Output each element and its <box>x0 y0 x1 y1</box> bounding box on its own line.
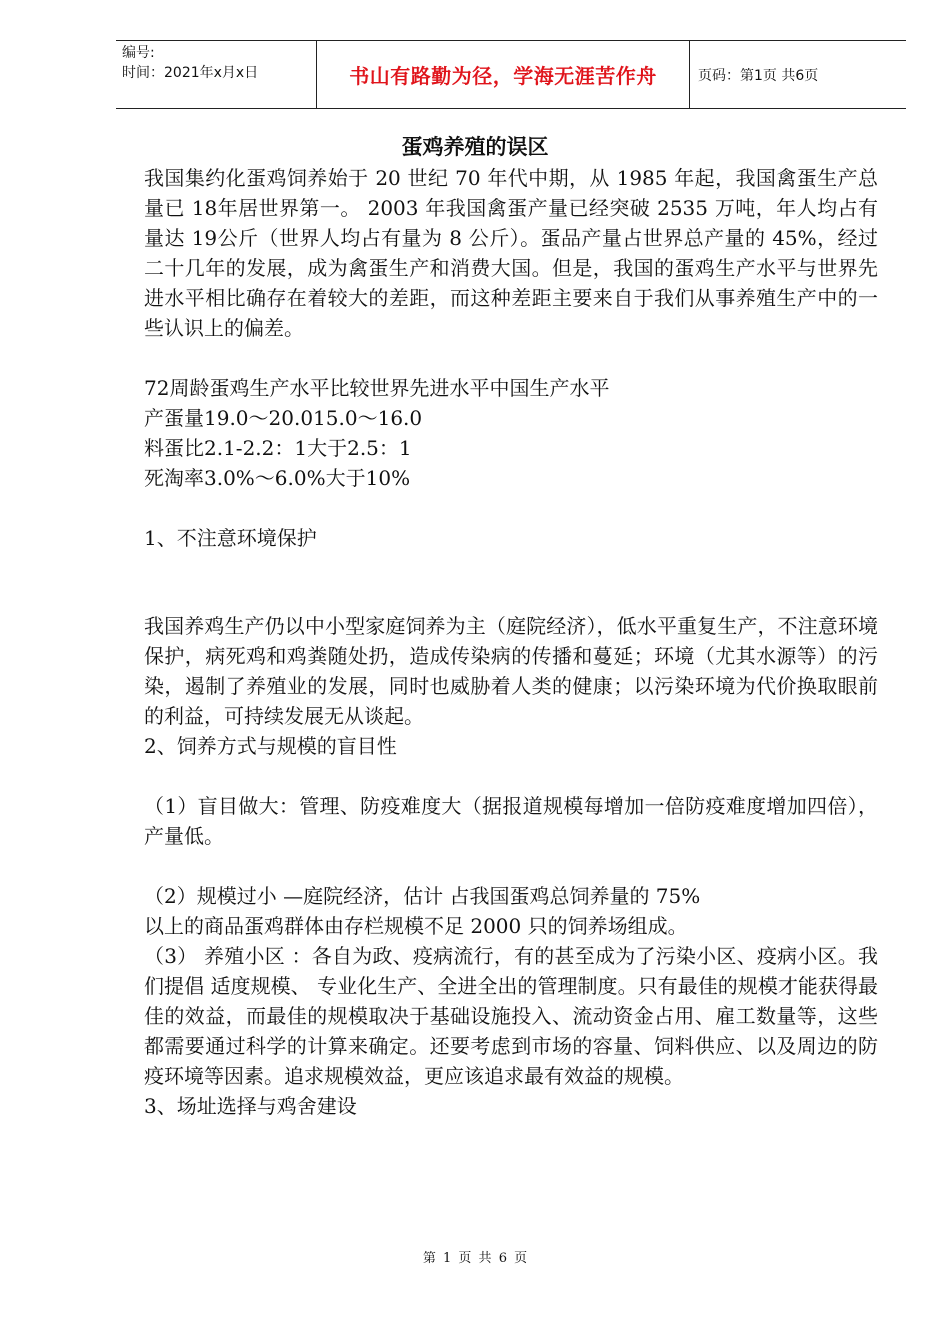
comparison-line: 料蛋比2.1-2.2：1大于2.5：1 <box>144 436 412 460</box>
section-item: （3） 养殖小区 ：各自为政、疫病流行，有的甚至成为了污染小区、疫病小区。我们提倡 适度规模、 专业化生产、全进全出的管理制度。只有最佳的规模才能获得最佳的效益，而最佳的规模取决于基础设施投入、流动资金占用、雇工数量等，这些都需要通过科学的计算来确定。还要考虑到市场的容量、饲料供应、以及周边的防疫环境等因素。追求规模效益，更应该追求最有效益的规模。 <box>144 944 878 1088</box>
section-paragraph: 我国养鸡生产仍以中小型家庭饲养为主（庭院经济），低水平重复生产，不注意环境保护，病死鸡和鸡粪随处扔，造成传染病的传播和蔓延；环境（尤其水源等）的污染，遏制了养殖业的发展，同时也威胁着人类的健康；以污染环境为代价换取眼前的利益，可持续发展无从谈起。 <box>144 614 878 728</box>
section-item: 以上的商品蛋鸡群体由存栏规模不足 2000 只的饲养场组成。 <box>144 914 688 938</box>
comparison-line: 产蛋量19.0～20.015.0～16.0 <box>144 406 423 430</box>
section-heading: 3、场址选择与鸡舍建设 <box>144 1094 357 1118</box>
header-page-label: 页码：第1页 共6页 <box>698 67 819 84</box>
header-meta <box>116 41 316 108</box>
number-label: 编号: <box>122 45 155 61</box>
section-item: （1）盲目做大：管理、防疫难度大（据报道规模每增加一倍防疫难度增加四倍），产量低。 <box>144 794 878 848</box>
document-header <box>116 40 906 109</box>
section-heading: 1、不注意环境保护 <box>144 526 317 550</box>
document-title: 蛋鸡养殖的误区 <box>401 135 549 159</box>
time-label: 时间：2021年x月x日 <box>122 65 259 81</box>
section-item: （2）规模过小 —庭院经济，估计 占我国蛋鸡总饲养量的 75% <box>144 884 701 908</box>
page-footer: 第 1 页 共 6 页 <box>422 1251 528 1266</box>
document-body <box>144 163 878 1121</box>
intro-paragraph: 我国集约化蛋鸡饲养始于 20 世纪 70 年代中期，从 1985 年起，我国禽蛋生产总量已 18年居世界第一。 2003 年我国禽蛋产量已经突破 2535 万吨，年人均占有量达 19公斤（世界人均占有量为 8 公斤）。蛋品产量占世界总产量的 45%，经过二十几年的发展，成为禽蛋生产和消费大国。但是，我国的蛋鸡生产水平与世界先进水平相比确存在着较大的差距，而这种差距主要来自于我们从事养殖生产中的一些认识上的偏差。 <box>144 166 878 340</box>
header-motto: 书山有路勤为径，学海无涯苦作舟 <box>316 41 690 108</box>
comparison-line: 72周龄蛋鸡生产水平比较世界先进水平中国生产水平 <box>144 376 610 400</box>
section-heading: 2、饲养方式与规模的盲目性 <box>144 734 397 758</box>
comparison-line: 死淘率3.0%～6.0%大于10% <box>144 466 411 490</box>
